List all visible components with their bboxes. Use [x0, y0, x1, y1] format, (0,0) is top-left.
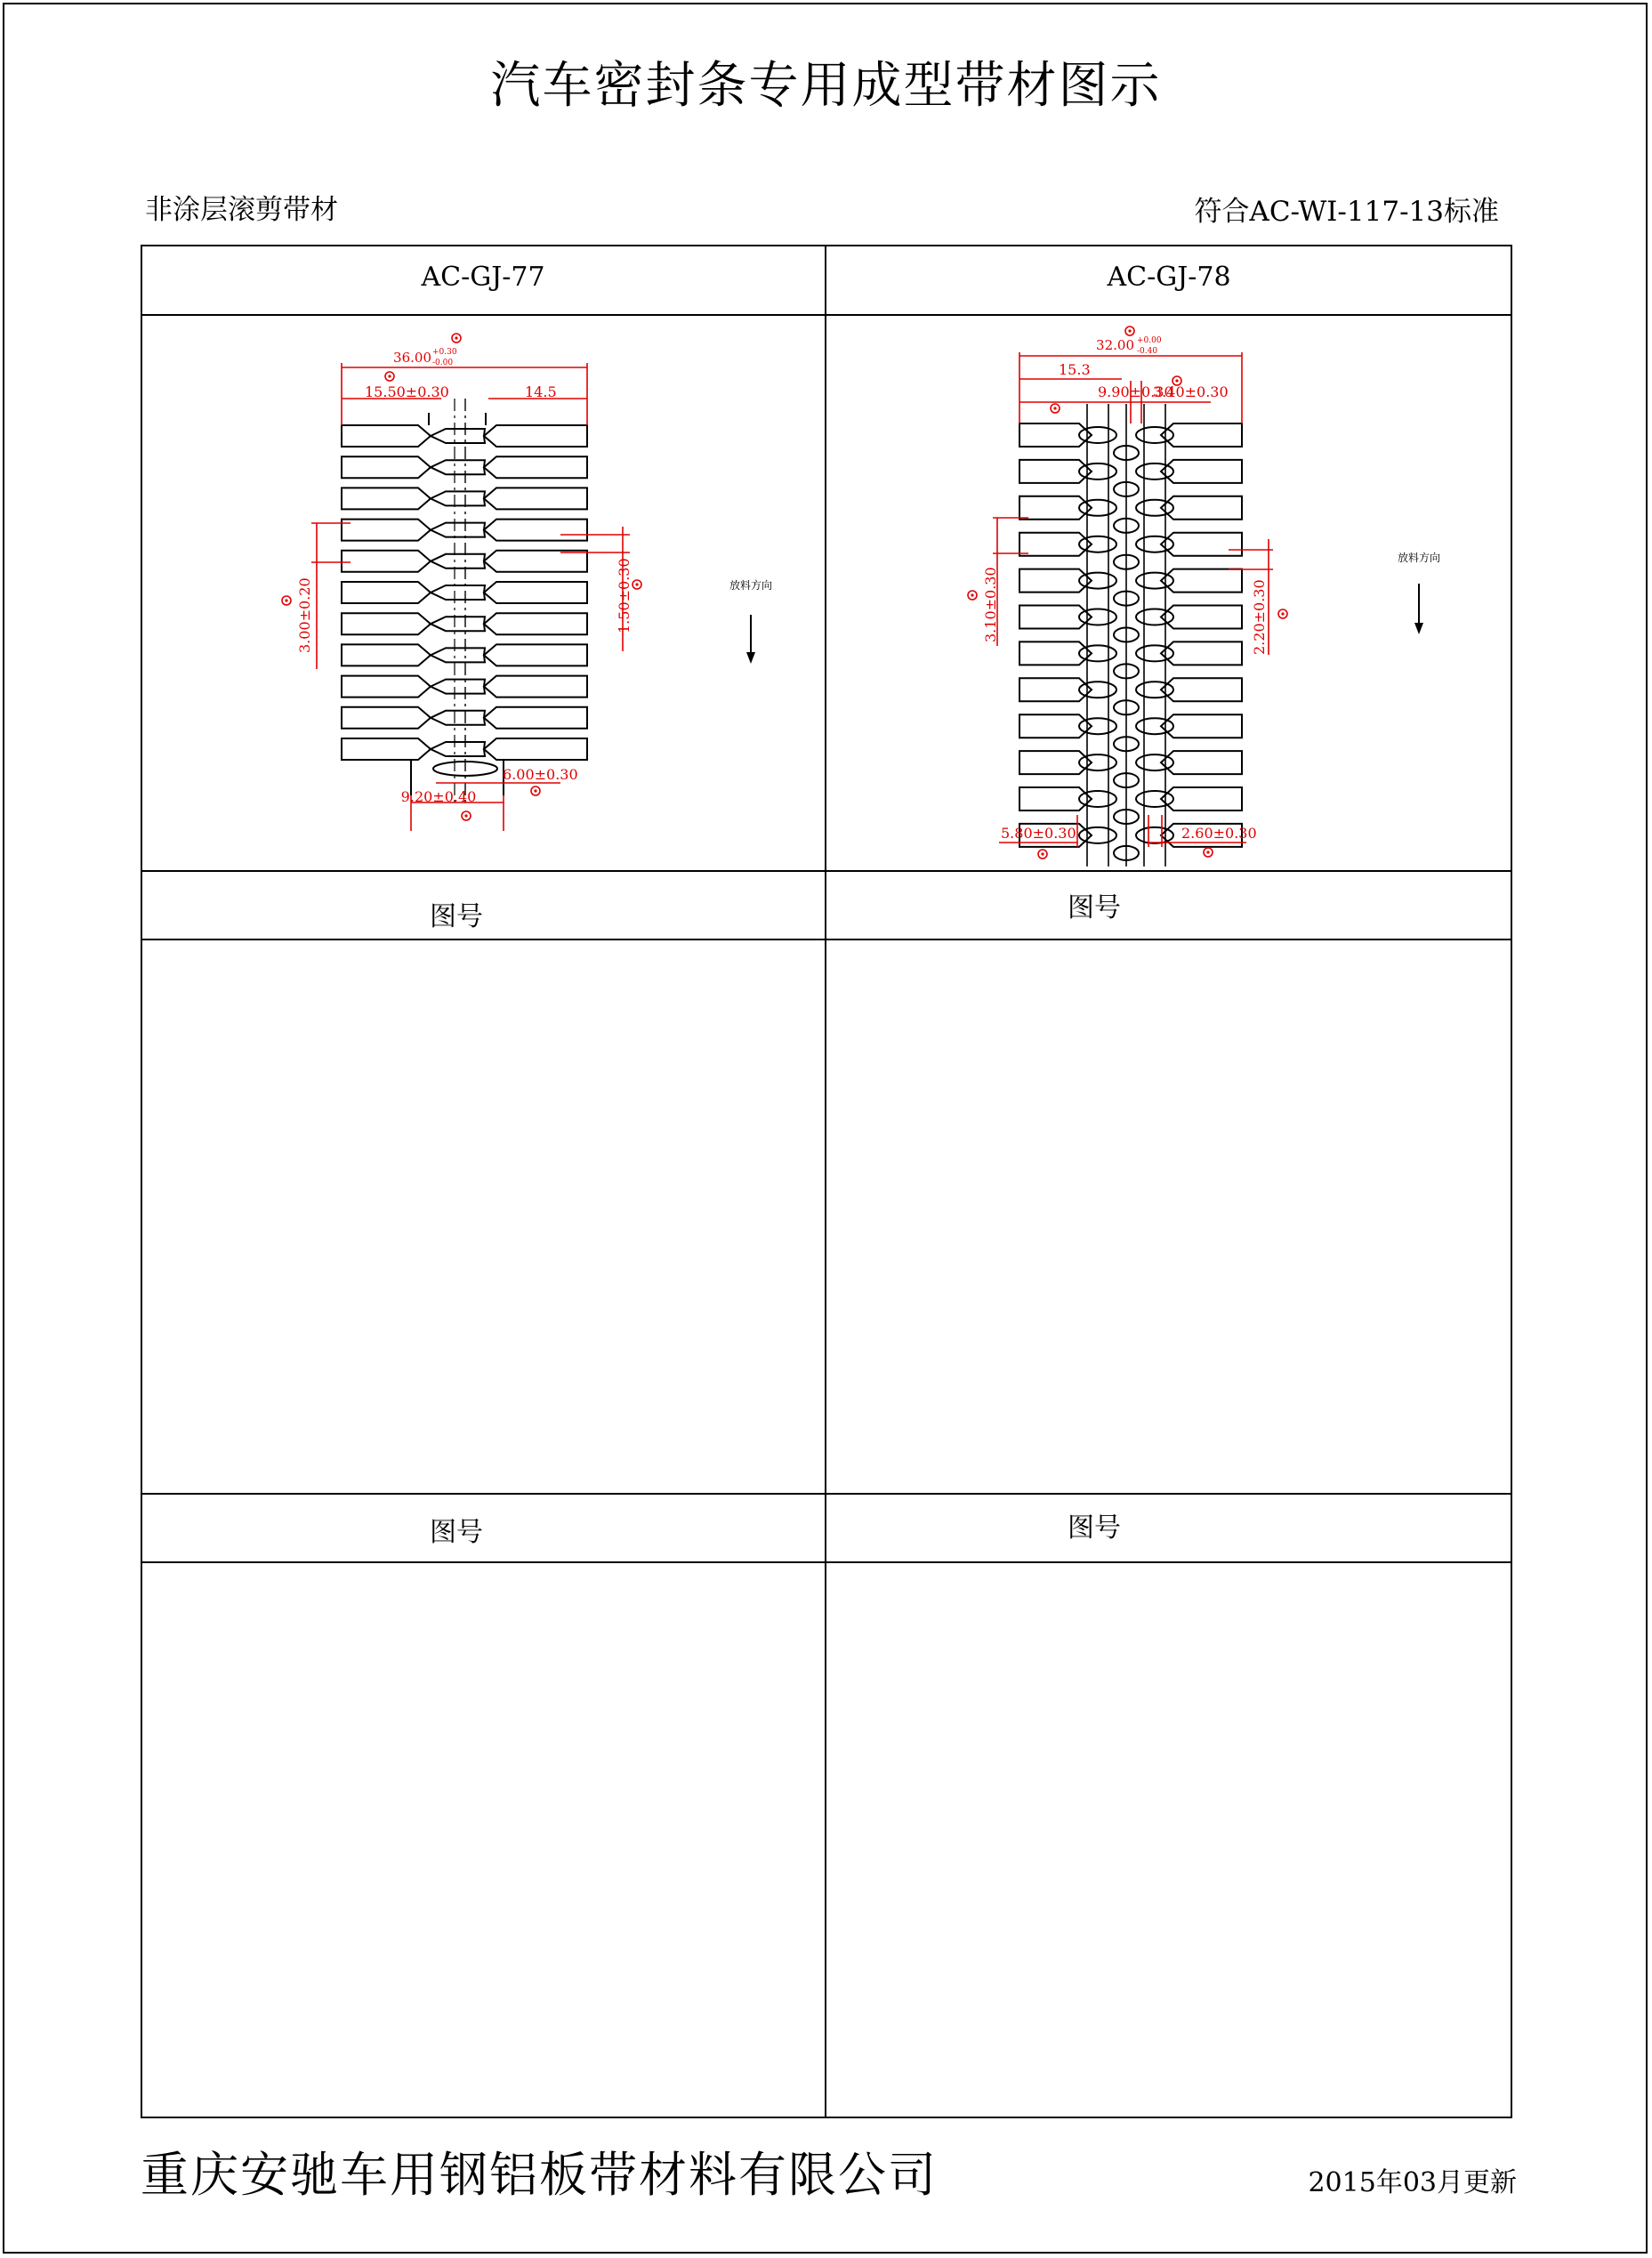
callout-marker-dot: [1128, 329, 1131, 332]
strip-finger-left: [342, 456, 431, 478]
dim-finger-width: 1.50±0.30: [616, 558, 633, 633]
strip-finger-left: [1019, 751, 1092, 774]
center-slot: [1136, 718, 1173, 734]
center-slot: [431, 460, 485, 474]
center-slot: [1079, 791, 1116, 807]
center-slot: [431, 491, 485, 505]
callout-marker-dot: [1053, 407, 1056, 409]
strip-finger-left: [1019, 678, 1092, 701]
strip-finger-left: [342, 738, 431, 760]
drawing-number-label: 图号: [1068, 892, 1121, 923]
drawing-number-label: 图号: [430, 1517, 483, 1548]
strip-finger-left: [1019, 606, 1092, 629]
feed-direction-arrow-icon: [1414, 584, 1423, 634]
strip-finger-right: [484, 738, 587, 760]
strip-finger-left: [1019, 460, 1092, 483]
strip-finger-right: [484, 456, 587, 478]
strip-finger-left: [342, 425, 431, 447]
strip-finger-right: [484, 551, 587, 572]
strip-type-label: 非涂层滚剪带材: [145, 194, 338, 226]
table-divider: [141, 314, 1512, 316]
center-slot: [1136, 827, 1173, 843]
center-slot: [431, 554, 485, 569]
callout-marker-dot: [464, 814, 467, 817]
dim-right-width: 14.5: [525, 383, 557, 400]
center-slot: [1136, 536, 1173, 552]
dim-bottom-left: 5.80±0.30: [1001, 825, 1076, 842]
callout-marker-dot: [635, 583, 638, 585]
strip-finger-right: [484, 676, 587, 698]
dim-hole-width: 6.00±0.30: [503, 766, 578, 783]
table-divider: [141, 1493, 1512, 1495]
center-slot: [1136, 791, 1173, 807]
dim-overall-tol-lower: -0.40: [1137, 347, 1158, 356]
dim-overall-tol-lower: -0.00: [432, 359, 454, 367]
callout-marker-dot: [1206, 851, 1209, 853]
center-slot: [431, 742, 485, 756]
update-date: 2015年03月更新: [1308, 2167, 1517, 2198]
strip-finger-left: [342, 582, 431, 603]
dim-bottom-right: 2.60±0.30: [1181, 825, 1257, 842]
callout-marker-dot: [455, 336, 457, 339]
company-name: 重庆安驰车用钢铝板带材料有限公司: [141, 2147, 938, 2203]
center-slot: [1136, 681, 1173, 698]
strip-finger-right: [484, 613, 587, 634]
strip-finger-right: [484, 520, 587, 541]
center-slot: [1079, 427, 1116, 443]
center-slot: [431, 429, 485, 443]
feed-direction-arrow-icon: [746, 615, 755, 664]
center-slot: [1136, 427, 1173, 443]
strip-finger-left: [342, 551, 431, 572]
strip-finger-left: [342, 707, 431, 729]
callout-marker-dot: [971, 593, 973, 596]
center-slot: [431, 648, 485, 662]
center-slot: [1136, 500, 1173, 516]
dim-overall-width: 36.00: [393, 350, 431, 366]
center-slot: [1079, 754, 1116, 770]
center-slot: [431, 585, 485, 600]
dim-pitch: 3.10±0.30: [982, 567, 999, 642]
dim-overall-tol-upper: +0.00: [1137, 336, 1162, 345]
strip-finger-right: [484, 644, 587, 665]
page-title: 汽车密封条专用成型带材图示: [490, 57, 1162, 115]
center-slot: [1136, 464, 1173, 480]
center-slot: [431, 711, 485, 725]
center-slot: [1079, 718, 1116, 734]
strip-finger-left: [342, 676, 431, 698]
dim-pitch: 3.00±0.20: [296, 577, 313, 653]
drawing-number-label: 图号: [1068, 1512, 1121, 1544]
center-slot: [431, 680, 485, 694]
table-divider: [141, 1561, 1512, 1563]
strip-finger-right: [484, 707, 587, 729]
center-slot: [1136, 754, 1173, 770]
strip-finger-left: [1019, 533, 1092, 556]
center-slot: [431, 523, 485, 537]
strip-finger-left: [1019, 496, 1092, 520]
callout-marker-dot: [1041, 852, 1044, 855]
table-divider: [141, 939, 1512, 940]
dim-left-width: 15.3: [1059, 361, 1091, 378]
drawing-number-label: 图号: [430, 901, 483, 932]
dim-overall-width: 32.00: [1096, 337, 1134, 353]
callout-marker-dot: [388, 375, 391, 377]
strip-finger-left: [1019, 714, 1092, 738]
strip-finger-left: [1019, 641, 1092, 665]
spine-top: [429, 413, 486, 425]
dim-slot-width: 3.40±0.30: [1153, 383, 1229, 400]
center-slot: [1079, 827, 1116, 843]
strip-finger-left: [1019, 787, 1092, 810]
strip-finger-left: [342, 644, 431, 665]
standard-label: 符合AC-WI-117-13标准: [1194, 196, 1499, 228]
strip-finger-left: [342, 488, 431, 509]
center-slot: [1079, 536, 1116, 552]
dim-mid-width: 9.90±0.30: [1098, 383, 1173, 400]
center-slot: [1136, 609, 1173, 625]
feed-direction-label: 放料方向: [1397, 552, 1441, 564]
center-slot: [1079, 464, 1116, 480]
center-slot: [1079, 609, 1116, 625]
center-slot: [1079, 645, 1116, 661]
callout-marker-dot: [1281, 612, 1284, 615]
table-column-divider: [825, 245, 826, 2118]
strip-finger-left: [1019, 423, 1092, 447]
dim-overall-tol-upper: +0.30: [432, 348, 457, 357]
strip-drawing-ac-gj-78: [828, 317, 1509, 868]
strip-finger-left: [342, 520, 431, 541]
dim-finger-width: 2.20±0.30: [1251, 579, 1268, 655]
dim-left-width: 15.50±0.30: [365, 383, 449, 400]
cell-header-ac-gj-77: AC-GJ-77: [421, 262, 545, 293]
feed-direction-label: 放料方向: [729, 579, 773, 592]
callout-marker-dot: [1175, 379, 1178, 382]
strip-drawing-ac-gj-77: [142, 317, 823, 868]
strip-finger-right: [484, 425, 587, 447]
table-divider: [141, 870, 1512, 872]
strip-finger-right: [484, 488, 587, 509]
strip-finger-right: [484, 582, 587, 603]
center-slot: [1136, 573, 1173, 589]
center-slot: [1079, 681, 1116, 698]
cell-header-ac-gj-78: AC-GJ-78: [1107, 262, 1231, 293]
callout-marker-dot: [534, 789, 536, 792]
center-slot: [431, 617, 485, 631]
strip-finger-left: [342, 613, 431, 634]
center-slot: [1079, 573, 1116, 589]
callout-marker-dot: [285, 599, 287, 601]
dim-center-width: 9.20±0.40: [400, 788, 477, 805]
center-slot: [1136, 645, 1173, 661]
center-slot: [1079, 500, 1116, 516]
strip-finger-left: [1019, 569, 1092, 593]
